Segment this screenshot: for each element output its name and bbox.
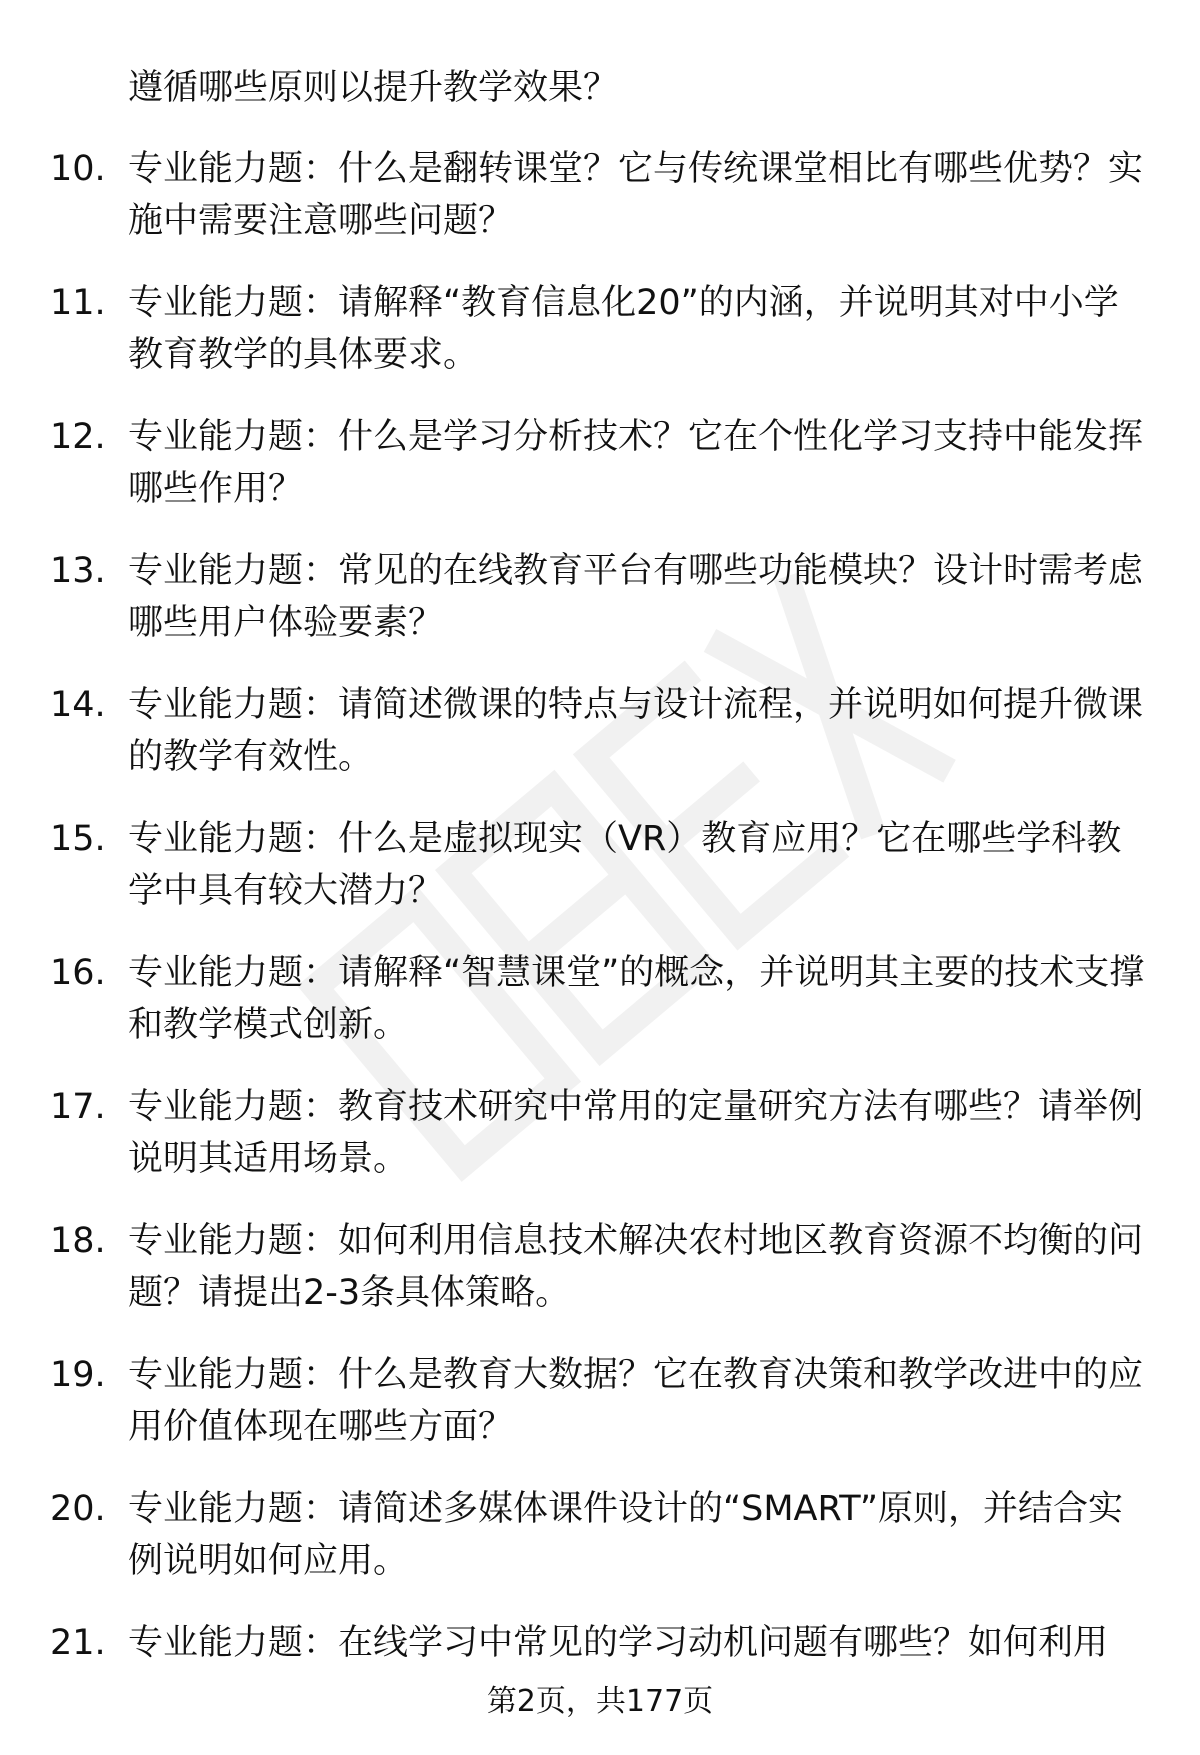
list-item xyxy=(50,545,1160,651)
list-item xyxy=(50,679,1160,785)
list-item xyxy=(50,411,1160,517)
question-number: 12. xyxy=(50,417,106,457)
list-item xyxy=(50,1483,1160,1589)
list-item xyxy=(50,1215,1160,1321)
question-number: 17. xyxy=(50,1087,106,1127)
question-text: 专业能力题：什么是虚拟现实（VR）教育应用？它在哪些学科教学中具有较大潜力？ xyxy=(128,819,1122,911)
question-number: 10. xyxy=(50,149,106,189)
question-text: 专业能力题：常见的在线教育平台有哪些功能模块？设计时需考虑哪些用户体验要素？ xyxy=(128,551,1144,643)
page-footer: 第2页，共177页 xyxy=(486,1684,714,1719)
list-item xyxy=(50,143,1160,249)
question-number: 18. xyxy=(50,1221,106,1261)
list-item xyxy=(50,277,1160,383)
question-number: 16. xyxy=(50,953,106,993)
question-number: 21. xyxy=(50,1623,106,1663)
list-item xyxy=(50,1081,1160,1187)
question-text: 专业能力题：教育技术研究中常用的定量研究方法有哪些？请举例说明其适用场景。 xyxy=(128,1087,1144,1179)
list-item xyxy=(50,1349,1160,1455)
continued-question-text: 遵循哪些原则以提升教学效果？ xyxy=(128,68,619,108)
question-text: 专业能力题：什么是教育大数据？它在教育决策和教学改进中的应用价值体现在哪些方面？ xyxy=(128,1355,1144,1447)
question-list xyxy=(50,143,1160,1751)
question-number: 15. xyxy=(50,819,106,859)
question-number: 20. xyxy=(50,1489,106,1529)
question-text: 专业能力题：请解释“智慧课堂”的概念，并说明其主要的技术支撑和教学模式创新。 xyxy=(128,953,1145,1045)
question-text: 专业能力题：什么是学习分析技术？它在个性化学习支持中能发挥哪些作用？ xyxy=(128,417,1144,509)
question-number: 13. xyxy=(50,551,106,591)
question-text: 专业能力题：请解释“教育信息化20”的内涵，并说明其对中小学教育教学的具体要求。 xyxy=(128,283,1119,375)
question-text: 专业能力题：如何利用信息技术解决农村地区教育资源不均衡的问题？请提出2-3条具体策略。 xyxy=(128,1221,1144,1313)
list-item xyxy=(50,947,1160,1053)
question-text: 专业能力题：请简述微课的特点与设计流程，并说明如何提升微课的教学有效性。 xyxy=(128,685,1144,777)
question-text: 专业能力题：什么是翻转课堂？它与传统课堂相比有哪些优势？实施中需要注意哪些问题？ xyxy=(128,149,1144,241)
question-number: 14. xyxy=(50,685,106,725)
question-number: 19. xyxy=(50,1355,106,1395)
list-item xyxy=(50,813,1160,919)
question-text: 专业能力题：在线学习中常见的学习动机问题有哪些？如何利用 xyxy=(128,1623,1109,1663)
question-number: 11. xyxy=(50,283,106,323)
question-text: 专业能力题：请简述多媒体课件设计的“SMART”原则，并结合实例说明如何应用。 xyxy=(128,1489,1124,1581)
